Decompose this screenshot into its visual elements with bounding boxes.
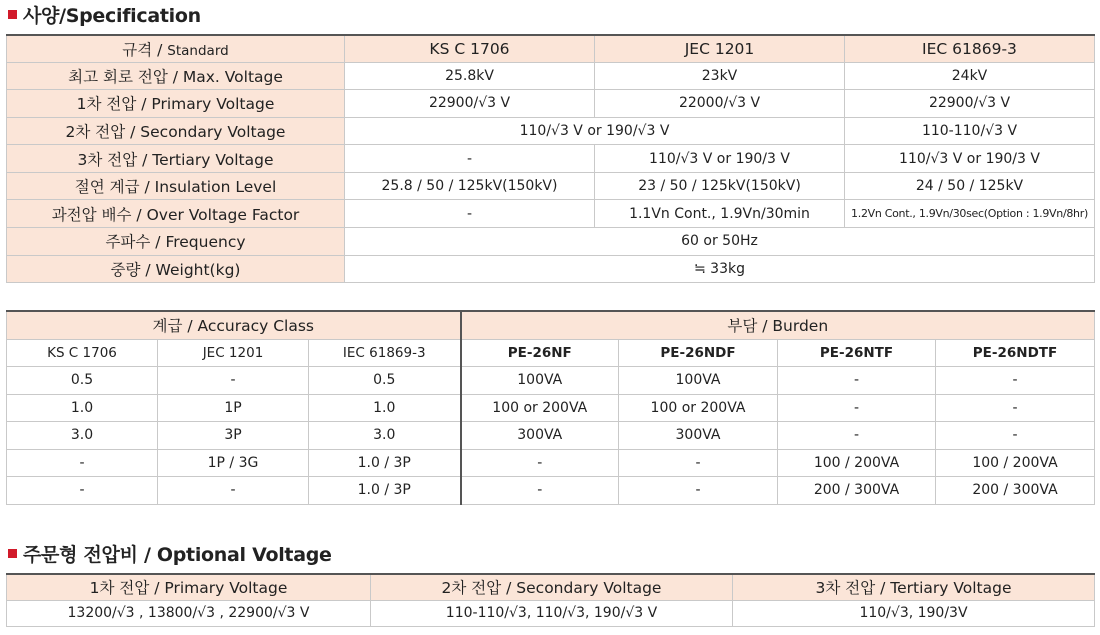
specification-title-text: 사양/Specification xyxy=(23,4,201,27)
spec-row-secondary-voltage xyxy=(7,117,1095,145)
accuracy-cell: - xyxy=(158,477,309,505)
specification-title xyxy=(8,1,201,27)
accuracy-cell: 1P / 3G xyxy=(158,449,309,477)
accuracy-row xyxy=(7,422,1095,450)
burden-cell: - xyxy=(461,477,619,505)
burden-cell: 100 or 200VA xyxy=(461,394,619,422)
optional-header-secondary: 2차 전압 / Secondary Voltage xyxy=(371,574,733,600)
spec-row-max-voltage xyxy=(7,62,1095,90)
spec-row-weight xyxy=(7,255,1095,283)
burden-cell: 100 or 200VA xyxy=(619,394,778,422)
burden-cell: - xyxy=(461,449,619,477)
accuracy-cell: 1.0 / 3P xyxy=(309,477,461,505)
spec-cell: 1.1Vn Cont., 1.9Vn/30min xyxy=(595,200,845,228)
spec-cell: 110-110/√3 V xyxy=(845,117,1095,145)
burden-cell: - xyxy=(936,394,1095,422)
optional-header-row xyxy=(7,574,1095,600)
standard-label-ko: 규격 / xyxy=(122,40,168,59)
optional-value-tertiary: 110/√3, 190/3V xyxy=(733,600,1095,626)
spec-row-tertiary-voltage xyxy=(7,145,1095,173)
accuracy-header-row xyxy=(7,311,1095,339)
burden-cell: - xyxy=(778,394,936,422)
spec-cell: 22900/√3 V xyxy=(345,90,595,118)
spec-row-primary-voltage xyxy=(7,90,1095,118)
burden-cell: 300VA xyxy=(461,422,619,450)
spec-row-label: 과전압 배수 / Over Voltage Factor xyxy=(7,200,345,228)
subheader-pe26ntf: PE-26NTF xyxy=(778,339,936,367)
burden-cell: - xyxy=(936,422,1095,450)
accuracy-cell: 1P xyxy=(158,394,309,422)
spec-row-label: 최고 회로 전압 / Max. Voltage xyxy=(7,62,345,90)
accuracy-cell: 1.0 xyxy=(309,394,461,422)
spec-cell: 24kV xyxy=(845,62,1095,90)
spec-row-label: 주파수 / Frequency xyxy=(7,228,345,256)
spec-cell: 24 / 50 / 125kV xyxy=(845,172,1095,200)
square-bullet-icon xyxy=(8,549,17,558)
burden-header: 부담 / Burden xyxy=(461,311,1095,339)
accuracy-row xyxy=(7,477,1095,505)
burden-cell: - xyxy=(619,477,778,505)
optional-value-row xyxy=(7,600,1095,626)
accuracy-cell: 3.0 xyxy=(7,422,158,450)
spec-cell: 22900/√3 V xyxy=(845,90,1095,118)
subheader-pe26nf: PE-26NF xyxy=(461,339,619,367)
subheader-pe26ndf: PE-26NDF xyxy=(619,339,778,367)
accuracy-cell: 0.5 xyxy=(309,367,461,395)
optional-voltage-title-text: 주문형 전압비 / Optional Voltage xyxy=(23,543,332,566)
subheader-pe26ndtf: PE-26NDTF xyxy=(936,339,1095,367)
burden-cell: - xyxy=(619,449,778,477)
spec-header-row xyxy=(7,35,1095,62)
specification-table xyxy=(6,34,1095,283)
spec-row-frequency xyxy=(7,228,1095,256)
spec-cell: 110/√3 V or 190/3 V xyxy=(595,145,845,173)
optional-voltage-table xyxy=(6,573,1095,627)
accuracy-row xyxy=(7,449,1095,477)
subheader-jec: JEC 1201 xyxy=(158,339,309,367)
accuracy-cell: - xyxy=(7,449,158,477)
optional-value-secondary: 110-110/√3, 110/√3, 190/√3 V xyxy=(371,600,733,626)
square-bullet-icon xyxy=(8,10,17,19)
accuracy-cell: 0.5 xyxy=(7,367,158,395)
burden-cell: 100 / 200VA xyxy=(936,449,1095,477)
optional-header-primary: 1차 전압 / Primary Voltage xyxy=(7,574,371,600)
burden-cell: - xyxy=(778,367,936,395)
spec-cell: - xyxy=(345,145,595,173)
spec-row-label: 2차 전압 / Secondary Voltage xyxy=(7,117,345,145)
spec-row-label: 3차 전압 / Tertiary Voltage xyxy=(7,145,345,173)
spec-cell: 25.8 / 50 / 125kV(150kV) xyxy=(345,172,595,200)
spec-cell: 23 / 50 / 125kV(150kV) xyxy=(595,172,845,200)
spec-cell: 60 or 50Hz xyxy=(345,228,1095,256)
accuracy-class-header: 계급 / Accuracy Class xyxy=(7,311,461,339)
standard-label-en: Standard xyxy=(167,42,229,59)
spec-header-jec: JEC 1201 xyxy=(595,35,845,62)
burden-cell: 100VA xyxy=(619,367,778,395)
spec-cell: 110/√3 V or 190/√3 V xyxy=(345,117,845,145)
spec-row-over-voltage-factor xyxy=(7,200,1095,228)
spec-header-iec: IEC 61869-3 xyxy=(845,35,1095,62)
spec-cell: 110/√3 V or 190/3 V xyxy=(845,145,1095,173)
subheader-ks: KS C 1706 xyxy=(7,339,158,367)
burden-cell: - xyxy=(778,422,936,450)
accuracy-subheader-row xyxy=(7,339,1095,367)
spec-cell: ≒ 33kg xyxy=(345,255,1095,283)
optional-voltage-title xyxy=(8,540,332,566)
spec-row-label: 중량 / Weight(kg) xyxy=(7,255,345,283)
burden-cell: 200 / 300VA xyxy=(936,477,1095,505)
accuracy-cell: 3P xyxy=(158,422,309,450)
accuracy-cell: - xyxy=(7,477,158,505)
spec-cell: 23kV xyxy=(595,62,845,90)
spec-row-label: 1차 전압 / Primary Voltage xyxy=(7,90,345,118)
subheader-iec: IEC 61869-3 xyxy=(309,339,461,367)
accuracy-cell: 3.0 xyxy=(309,422,461,450)
spec-row-insulation-level xyxy=(7,172,1095,200)
accuracy-cell: - xyxy=(158,367,309,395)
accuracy-cell: 1.0 / 3P xyxy=(309,449,461,477)
accuracy-cell: 1.0 xyxy=(7,394,158,422)
accuracy-burden-table xyxy=(6,310,1095,505)
spec-row-label: 절연 계급 / Insulation Level xyxy=(7,172,345,200)
accuracy-row xyxy=(7,367,1095,395)
spec-header-standard xyxy=(7,35,345,62)
optional-value-primary: 13200/√3 , 13800/√3 , 22900/√3 V xyxy=(7,600,371,626)
burden-cell: - xyxy=(936,367,1095,395)
optional-header-tertiary: 3차 전압 / Tertiary Voltage xyxy=(733,574,1095,600)
burden-cell: 100VA xyxy=(461,367,619,395)
spec-cell: 22000/√3 V xyxy=(595,90,845,118)
burden-cell: 300VA xyxy=(619,422,778,450)
spec-cell: 25.8kV xyxy=(345,62,595,90)
spec-header-ks: KS C 1706 xyxy=(345,35,595,62)
burden-cell: 200 / 300VA xyxy=(778,477,936,505)
spec-cell: - xyxy=(345,200,595,228)
spec-cell: 1.2Vn Cont., 1.9Vn/30sec(Option : 1.9Vn/8hr) xyxy=(845,200,1095,228)
accuracy-row xyxy=(7,394,1095,422)
burden-cell: 100 / 200VA xyxy=(778,449,936,477)
